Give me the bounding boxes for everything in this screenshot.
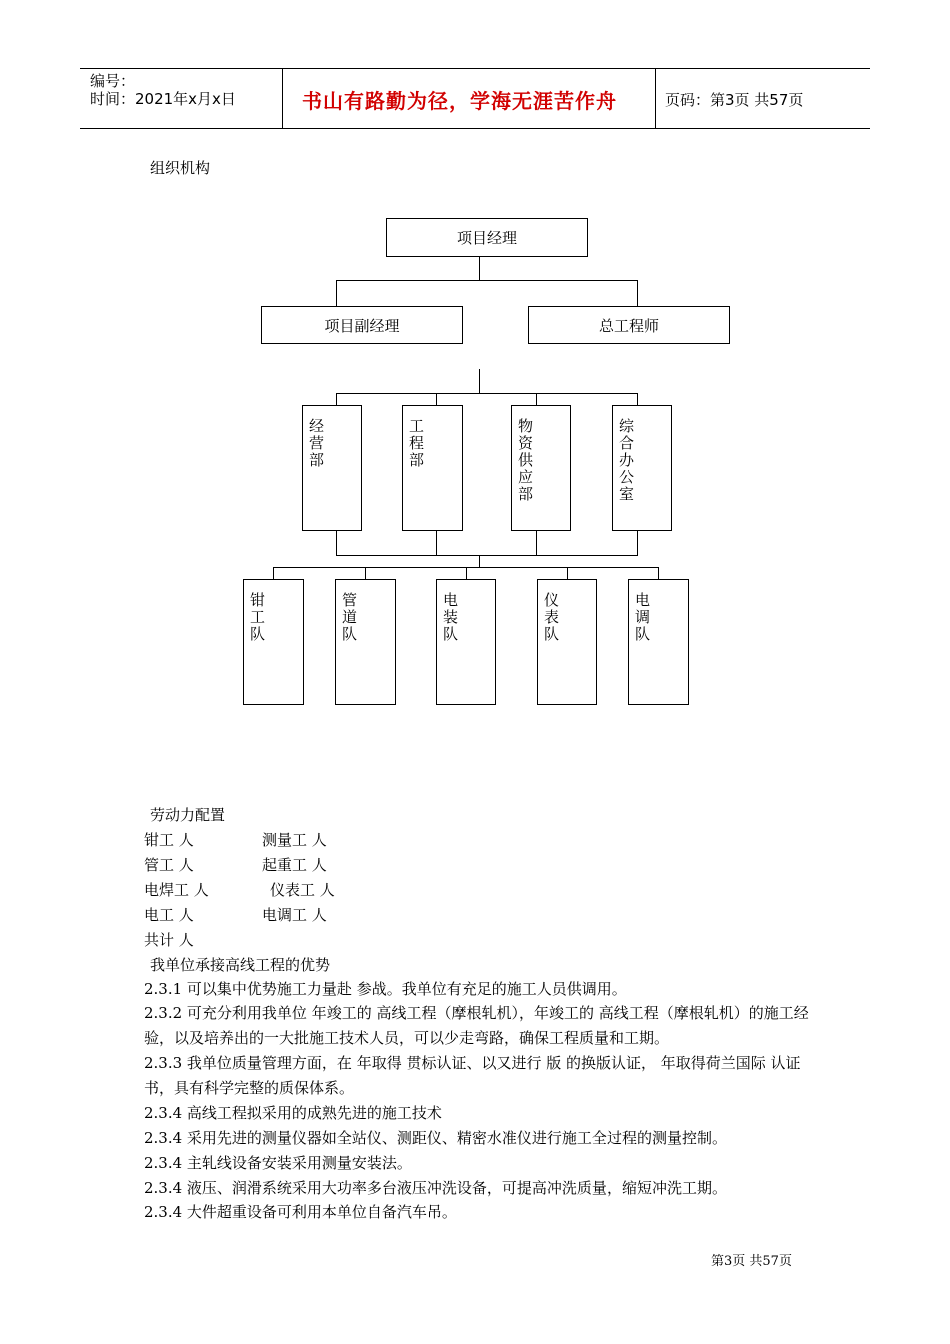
org-connector xyxy=(336,531,337,556)
org-connector xyxy=(536,531,537,556)
advantages-title: 我单位承接高线工程的优势 xyxy=(150,956,331,974)
org-box-dept-office xyxy=(612,405,672,531)
advantage-paragraph: 2.3.2 可充分利用我单位 年竣工的 高线工程（摩根轧机），年竣工的 高线工程（摩根轧机）的施工经验，以及培养出的一大批施工技术人员，可以少走弯路，确保工程质量和工期。 xyxy=(144,1004,809,1047)
org-box-team-fitter xyxy=(243,579,304,705)
org-connector xyxy=(637,280,638,307)
header-page-label: 页码：第3页 共57页 xyxy=(665,91,804,109)
org-connector xyxy=(336,393,638,394)
labor-title: 劳动力配置 xyxy=(150,806,226,824)
org-connector xyxy=(336,280,337,307)
org-box-dept-office-label: 综合办公室 xyxy=(619,417,635,503)
advantage-paragraph: 2.3.4 大件超重设备可利用本单位自备汽车吊。 xyxy=(144,1203,457,1221)
labor-item: 电工 人 xyxy=(144,906,194,924)
header-divider-left xyxy=(282,68,283,129)
org-connector xyxy=(336,555,638,556)
labor-item: 钳工 人 xyxy=(144,831,194,849)
org-connector xyxy=(479,257,480,281)
page-footer: 第3页 共57页 xyxy=(711,1254,792,1269)
labor-item: 电焊工 人 xyxy=(144,881,209,899)
advantage-paragraph: 2.3.1 可以集中优势施工力量赴 参战。我单位有充足的施工人员供调用。 xyxy=(144,980,627,998)
org-box-team-electrical-install-label: 电装队 xyxy=(443,591,459,643)
advantage-paragraph: 2.3.4 主轧线设备安装采用测量安装法。 xyxy=(144,1154,412,1172)
org-connector xyxy=(336,280,638,281)
org-box-team-instrument xyxy=(537,579,597,705)
org-connector xyxy=(436,531,437,556)
org-box-team-pipe-label: 管道队 xyxy=(342,591,358,643)
org-connector xyxy=(637,531,638,556)
header-motto: 书山有路勤为径，学海无涯苦作舟 xyxy=(302,89,617,113)
header-divider-right xyxy=(655,68,656,129)
org-box-dept-supply xyxy=(511,405,571,531)
labor-item: 电调工 人 xyxy=(262,906,327,924)
org-box-team-fitter-label: 钳工队 xyxy=(250,591,266,643)
org-box-chief-engineer-label: 总工程师 xyxy=(598,316,659,335)
advantage-paragraph: 2.3.4 液压、润滑系统采用大功率多台液压冲洗设备，可提高冲洗质量，缩短冲洗工期。 xyxy=(144,1179,727,1197)
section-org-title: 组织机构 xyxy=(150,159,211,177)
org-box-dept-supply-label: 物资供应部 xyxy=(518,417,534,503)
advantage-paragraph: 2.3.4 高线工程拟采用的成熟先进的施工技术 xyxy=(144,1104,442,1122)
org-box-team-electrical-commission-label: 电调队 xyxy=(635,591,651,643)
org-box-team-electrical-commission xyxy=(628,579,689,705)
header-time-label: 时间：2021年x月x日 xyxy=(90,90,236,108)
org-box-dept-engineering-label: 工程部 xyxy=(409,417,425,469)
labor-item: 仪表工 人 xyxy=(270,881,335,899)
org-box-deputy-manager xyxy=(261,306,463,344)
labor-item: 起重工 人 xyxy=(262,856,327,874)
labor-total: 共计 人 xyxy=(144,931,194,949)
org-box-top xyxy=(386,218,588,257)
labor-item: 测量工 人 xyxy=(262,831,327,849)
org-box-deputy-manager-label: 项目副经理 xyxy=(324,316,400,335)
org-box-dept-business-label: 经营部 xyxy=(309,417,325,469)
org-box-team-electrical-install xyxy=(436,579,496,705)
advantage-paragraph: 2.3.3 我单位质量管理方面，在 年取得 贯标认证、以又进行 版 的换版认证， 年取得荷兰国际 认证书，具有科学完整的质保体系。 xyxy=(144,1054,801,1097)
labor-item: 管工 人 xyxy=(144,856,194,874)
org-box-chief-engineer xyxy=(528,306,730,344)
org-connector xyxy=(479,369,480,394)
org-box-dept-business xyxy=(302,405,362,531)
org-box-dept-engineering xyxy=(402,405,463,531)
org-box-team-pipe xyxy=(335,579,396,705)
header-serial-label: 编号： xyxy=(90,72,136,90)
advantage-paragraph: 2.3.4 采用先进的测量仪器如全站仪、测距仪、精密水准仪进行施工全过程的测量控制。 xyxy=(144,1129,727,1147)
org-box-team-instrument-label: 仪表队 xyxy=(544,591,560,643)
org-box-top-label: 项目经理 xyxy=(456,229,517,247)
header-top-rule xyxy=(80,68,870,69)
header-bottom-rule xyxy=(80,128,870,129)
